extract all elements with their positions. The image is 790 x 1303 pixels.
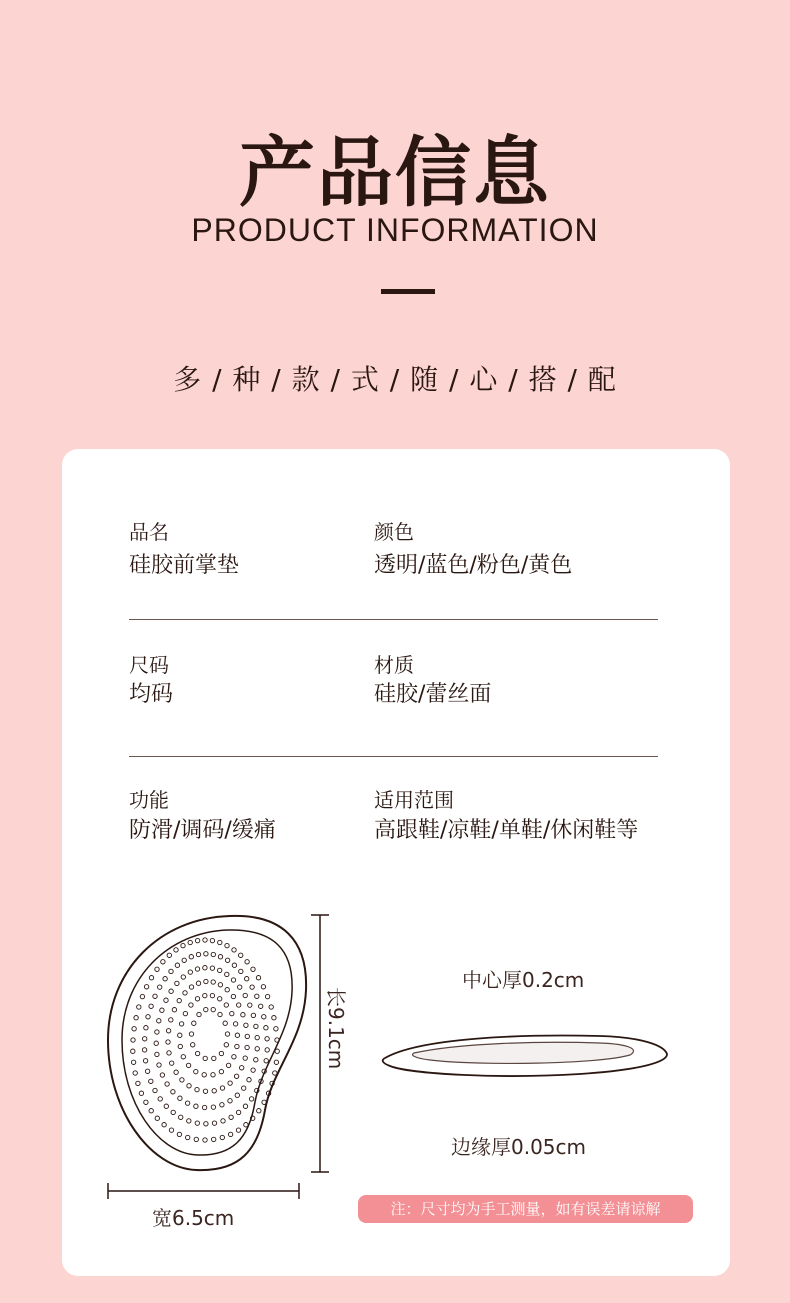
center-thickness-label: 中心厚0.2cm [462, 968, 585, 992]
length-label: 长9.1cm [324, 987, 348, 1070]
spec-value-name: 硅胶前掌垫 [129, 553, 240, 578]
page-subtitle: PRODUCT INFORMATION [191, 212, 599, 248]
insole-top-outline [108, 916, 306, 1170]
spec-value-function: 防滑/调码/缓痛 [129, 818, 276, 843]
edge-thickness-label: 边缘厚0.05cm [451, 1135, 587, 1159]
spec-label-material: 材质 [374, 653, 414, 677]
spec-label-name: 品名 [129, 520, 169, 544]
spec-value-color: 透明/蓝色/粉色/黄色 [374, 553, 573, 578]
spec-label-size: 尺码 [129, 653, 169, 677]
page-title: 产品信息 [239, 128, 551, 217]
spec-value-size: 均码 [129, 682, 174, 707]
spec-label-color: 颜色 [374, 520, 414, 544]
spec-value-usage: 高跟鞋/凉鞋/单鞋/休闲鞋等 [374, 818, 639, 843]
tagline: 多 / 种 / 款 / 式 / 随 / 心 / 搭 / 配 [173, 363, 617, 396]
width-label: 宽6.5cm [152, 1206, 235, 1230]
spec-label-function: 功能 [129, 788, 169, 812]
measurement-note: 注：尺寸均为手工测量，如有误差请谅解 [358, 1195, 693, 1223]
spec-label-usage: 适用范围 [374, 788, 454, 812]
spec-value-material: 硅胶/蕾丝面 [374, 682, 492, 707]
